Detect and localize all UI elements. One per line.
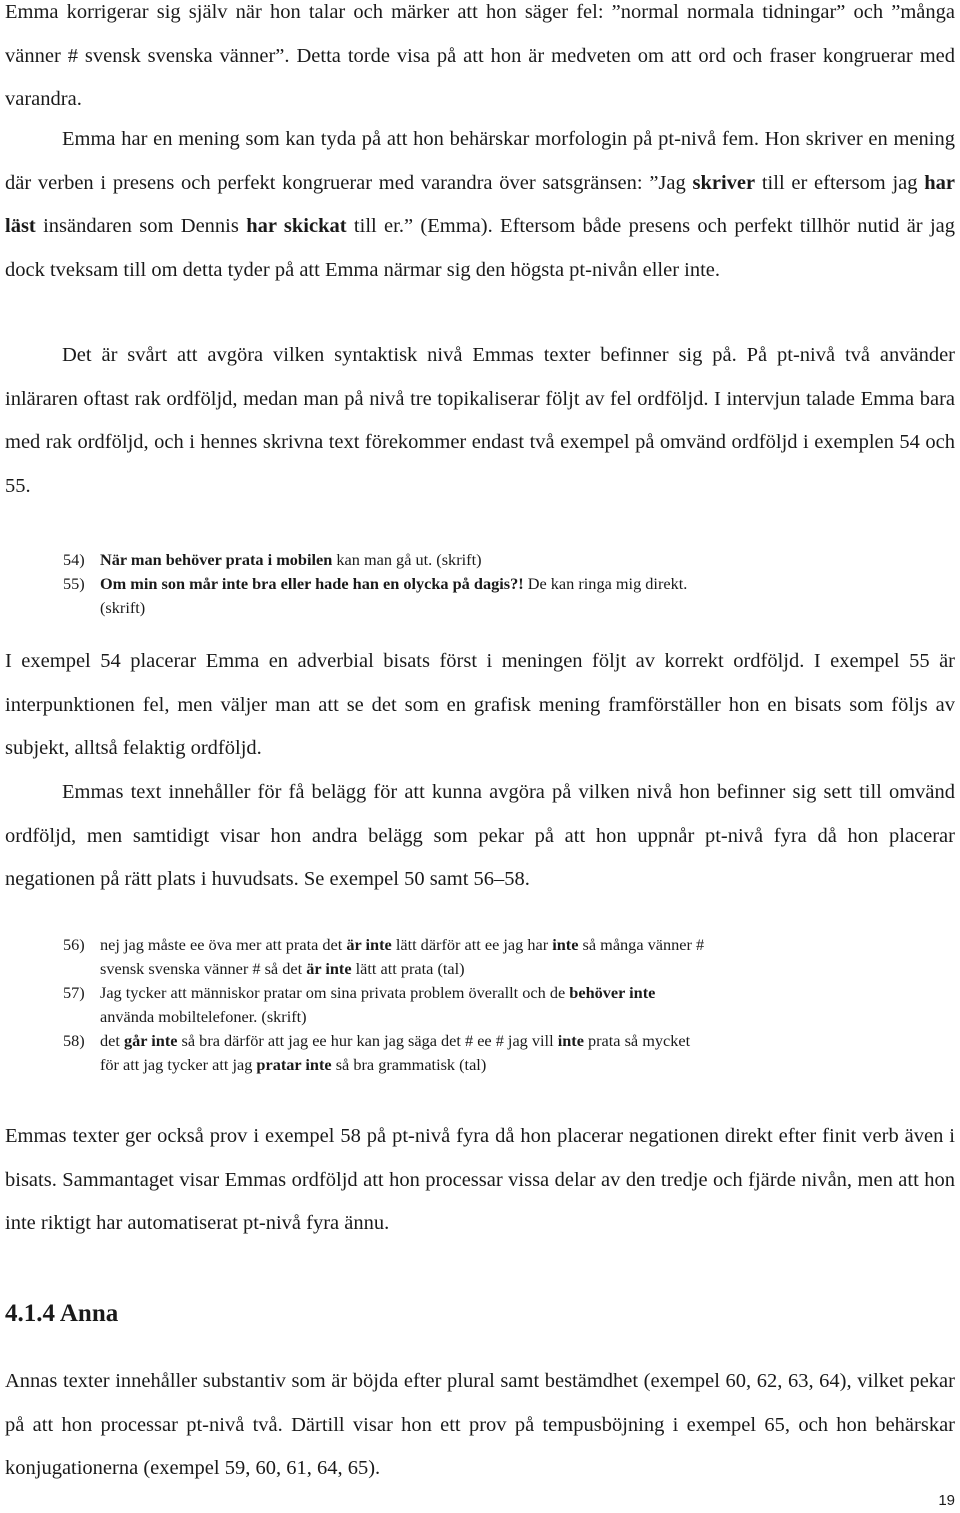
paragraph-emma-summary: Emmas texter ger också prov i exempel 58 på pt-nivå fyra då hon placerar negationen direkt efter finit verb även i bisats. Sammantaget visar Emmas ordföljd att hon processar vissa delar av den tredje och fjärde nivån, men att hon inte riktigt har automatiserat pt-nivå fyra ännu.	[5, 1125, 955, 1235]
paragraph-example-analysis: I exempel 54 placerar Emma en adverbial bisats först i meningen följt av korrekt ordföljd. I exempel 55 är interpunktionen fel, men väljer man att se det som en grafisk mening framförställer hon en bisats som följs av subjekt, alltså felaktig ordföljd.	[5, 650, 955, 760]
page-number: 19	[938, 1492, 955, 1509]
example-item: 58) det går inte så bra därför att jag ee hur kan jag säga det # ee # jag vill inte prata så mycket för att jag tycker att jag pratar inte så bra grammatisk (tal)	[63, 1031, 691, 1074]
paragraph-emma-negation: Emmas text innehåller för få belägg för att kunna avgöra på vilken nivå hon befinner sig sett till omvänd ordföljd, men samtidigt visar hon andra belägg som pekar på att hon uppnår pt-nivå fyra då hon placerar negationen på rätt plats i huvudsats. Se exempel 50 samt 56–58.	[5, 781, 955, 891]
example-list	[63, 933, 893, 1077]
paragraph-emma-correction: Emma korrigerar sig själv när hon talar och märker att hon säger fel: ”normal normala tidningar” och ”många vänner # svensk svenska vänner”. Detta torde visa på att hon är medveten om att ord och fraser kongruerar med varandra.	[5, 1, 955, 111]
paragraph-emma-syntax: Det är svårt att avgöra vilken syntaktisk nivå Emmas texter befinner sig på. På pt-nivå två använder inläraren oftast rak ordföljd, medan man på nivå tre topikaliserar följt av fel ordföljd. I intervjun talade Emma bara med rak ordföljd, och i hennes skrivna text förekommer endast två exempel på omvänd ordföljd i exemplen 54 och 55.	[5, 344, 955, 498]
example-item: 56) nej jag måste ee öva mer att prata det är inte lätt därför att ee jag har inte så många vänner # svensk svenska vänner # så det är inte lätt att prata (tal)	[63, 935, 705, 978]
paragraph-emma-morphology: Emma har en mening som kan tyda på att hon behärskar morfologin på pt-nivå fem. Hon skriver en mening där verben i presens och perfekt kongruerar med varandra över satsgränsen: ”Jag skriver till er eftersom jag har läst insändaren som Dennis har skickat till er.” (Emma). Eftersom både presens och perfekt tillhör nutid är jag dock tveksam till om detta tyder på att Emma närmar sig den högsta pt-nivån eller inte.	[5, 128, 956, 282]
section-heading: 4.1.4 Anna	[5, 1300, 119, 1327]
paragraph-anna-morphology: Annas texter innehåller substantiv som är böjda efter plural samt bestämdhet (exempel 60, 62, 63, 64), vilket pekar på att hon processar pt-nivå två. Därtill visar hon ett prov på tempusböjning i exempel 65, och hon behärskar konjugationerna (exempel 59, 60, 61, 64, 65).	[5, 1370, 955, 1480]
example-item: 57) Jag tycker att människor pratar om sina privata problem överallt och de behöver inte använda mobiltelefoner. (skrift)	[63, 983, 656, 1026]
example-item: 55) Om min son mår inte bra eller hade han en olycka på dagis?! De kan ringa mig direkt. (skrift)	[63, 574, 688, 617]
example-item: 54) När man behöver prata i mobilen kan man gå ut. (skrift)	[63, 550, 482, 569]
example-list	[63, 548, 893, 620]
